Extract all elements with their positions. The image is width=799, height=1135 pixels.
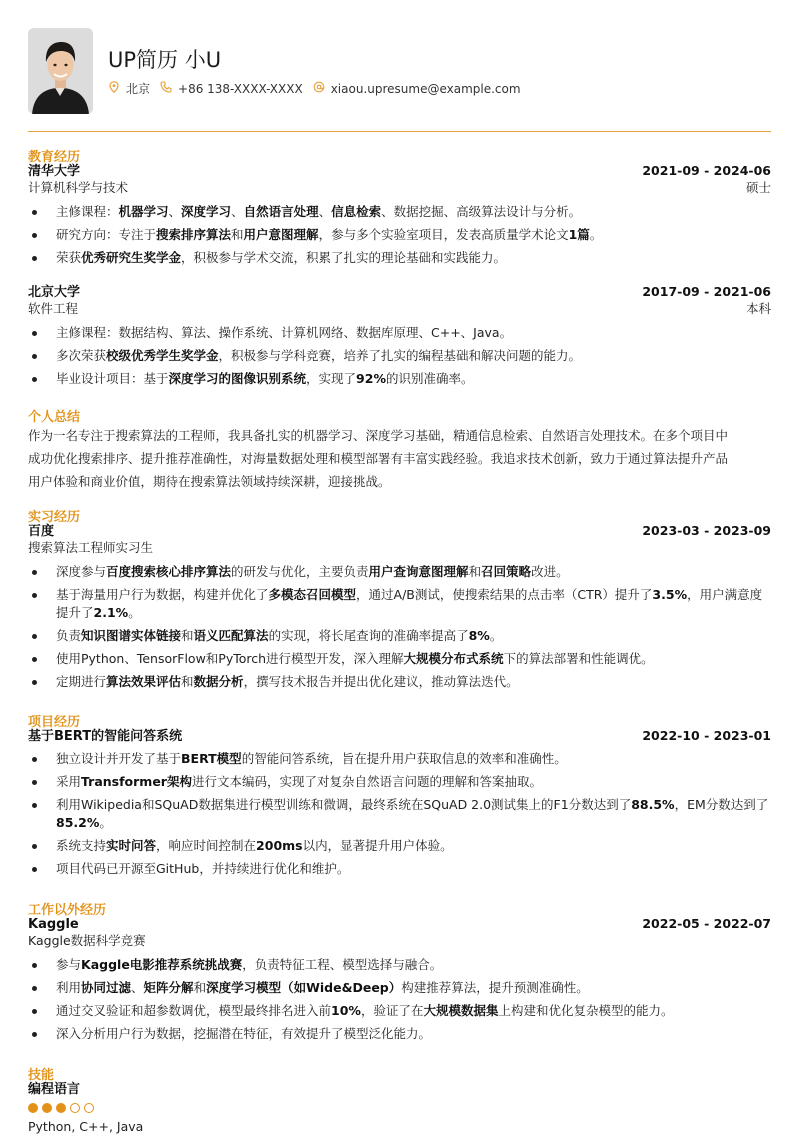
summary-line: 成功优化搜索排序、提升推荐准确性，对海量数据处理和模型部署有丰富实践经验。我追求技术创新，致力于通过算法提升产品 (28, 451, 729, 466)
skill-level-dots (28, 1103, 771, 1113)
extra-entry (28, 915, 771, 1048)
bullet-item: 主修课程：机器学习、深度学习、自然语言处理、信息检索、数据挖掘、高级算法设计与分析。 (28, 203, 771, 221)
resume-page (28, 0, 771, 1134)
degree: 硕士 (745, 180, 771, 195)
section-title-skills: 技能 (28, 1068, 55, 1083)
bullet-item: 研究方向：专注于搜索排序算法和用户意图理解，参与多个实验室项目，发表高质量学术论文1篇。 (28, 226, 771, 244)
phone-icon (160, 81, 172, 96)
skill-category: 编程语言 (28, 1082, 81, 1097)
contact-phone[interactable] (160, 81, 303, 96)
skill-dot (28, 1103, 38, 1113)
major: 软件工程 (28, 301, 79, 316)
city-text: 北京 (126, 82, 151, 96)
education-1-list (28, 203, 771, 267)
skill-list: Python, C++, Java (28, 1119, 144, 1134)
project-name: 基于BERT的智能问答系统 (28, 729, 183, 744)
section-title-internship: 实习经历 (28, 510, 81, 525)
bullet-item: 主修课程：数据结构、算法、操作系统、计算机网络、数据库原理、C++、Java。 (28, 324, 771, 342)
bullet-item: 采用Transformer架构进行文本编码，实现了对复杂自然语言问题的理解和答案抽取。 (28, 773, 771, 791)
bullet-item: 系统支持实时问答，响应时间控制在200ms以内，显著提升用户体验。 (28, 837, 771, 855)
education-entry-1 (28, 162, 771, 272)
bullet-item: 多次荣获校级优秀学生奖学金，积极参与学科竞赛，培养了扎实的编程基础和解决问题的能力。 (28, 347, 771, 365)
phone-text[interactable]: +86 138-XXXX-XXXX (178, 81, 303, 96)
bullet-item: 使用Python、TensorFlow和PyTorch进行模型开发，深入理解大规模分布式系统下的算法部署和性能调优。 (28, 650, 771, 668)
bullet-item: 参与Kaggle电影推荐系统挑战赛，负责特征工程、模型选择与融合。 (28, 956, 771, 974)
summary-text (28, 424, 771, 493)
school-name: 清华大学 (28, 164, 81, 179)
internship-list (28, 563, 771, 691)
company-name: 百度 (28, 524, 55, 539)
skill-dot (70, 1103, 80, 1113)
avatar (28, 28, 93, 114)
bullet-item: 利用协同过滤、矩阵分解和深度学习模型（如Wide&Deep）构建推荐算法，提升预测准确性。 (28, 979, 771, 997)
date-range: 2022-05 - 2022-07 (642, 916, 771, 931)
summary-line: 作为一名专注于搜索算法的工程师，我具备扎实的机器学习、深度学习基础，精通信息检索、自然语言处理技术。在多个项目中 (28, 428, 729, 443)
section-title-extra: 工作以外经历 (28, 903, 107, 918)
internship-entry (28, 522, 771, 696)
bullet-item: 荣获优秀研究生奖学金，积极参与学术交流，积累了扎实的理论基础和实践能力。 (28, 249, 771, 267)
bullet-item: 负责知识图谱实体链接和语义匹配算法的实现，将长尾查询的准确率提高了8%。 (28, 627, 771, 645)
section-title-project: 项目经历 (28, 715, 81, 730)
bullet-item: 基于海量用户行为数据，构建并优化了多模态召回模型，通过A/B测试，使搜索结果的点击率（CTR）提升了3.5%，用户满意度提升了2.1%。 (28, 586, 771, 622)
bullet-item: 通过交叉验证和超参数调优，模型最终排名进入前10%，验证了在大规模数据集上构建和优化复杂模型的能力。 (28, 1002, 771, 1020)
email-text[interactable]: xiaou.upresume@example.com (330, 81, 521, 96)
job-role: 搜索算法工程师实习生 (28, 540, 154, 555)
date-range: 2021-09 - 2024-06 (642, 163, 771, 178)
project-list (28, 750, 771, 878)
bullet-item: 项目代码已开源至GitHub，并持续进行优化和维护。 (28, 860, 771, 878)
bullet-item: 定期进行算法效果评估和数据分析，撰写技术报告并提出优化建议，推动算法迭代。 (28, 673, 771, 691)
section-title-education: 教育经历 (28, 150, 81, 165)
degree: 本科 (745, 301, 771, 316)
bullet-item: 深入分析用户行为数据，挖掘潜在特征，有效提升了模型泛化能力。 (28, 1025, 771, 1043)
section-title-summary: 个人总结 (28, 410, 81, 425)
bullet-item: 深度参与百度搜索核心排序算法的研发与优化，主要负责用户查询意图理解和召回策略改进。 (28, 563, 771, 581)
education-2-list (28, 324, 771, 388)
extra-list (28, 956, 771, 1043)
education-entry-2 (28, 283, 771, 393)
bullet-item: 独立设计并开发了基于BERT模型的智能问答系统，旨在提升用户获取信息的效率和准确性。 (28, 750, 771, 768)
date-range: 2022-10 - 2023-01 (642, 728, 771, 743)
bullet-item: 毕业设计项目：基于深度学习的图像识别系统，实现了92%的识别准确率。 (28, 370, 771, 388)
resume-header (28, 0, 771, 132)
contact-city (108, 80, 150, 97)
extra-role: Kaggle数据科学竞赛 (28, 933, 146, 948)
school-name: 北京大学 (28, 285, 81, 300)
candidate-name: UP简历 小U (108, 48, 222, 72)
summary-line: 用户体验和商业价值，期待在搜索算法领域持续深耕，迎接挑战。 (28, 474, 391, 489)
skill-dot (56, 1103, 66, 1113)
skill-dot (42, 1103, 52, 1113)
org-name: Kaggle (28, 917, 79, 932)
contact-bar (108, 80, 531, 97)
email-icon (313, 81, 325, 96)
skills-entry (28, 1080, 771, 1135)
project-entry (28, 727, 771, 883)
location-icon (108, 81, 120, 96)
date-range: 2017-09 - 2021-06 (642, 284, 771, 299)
date-range: 2023-03 - 2023-09 (642, 523, 771, 538)
bullet-item: 利用Wikipedia和SQuAD数据集进行模型训练和微调，最终系统在SQuAD 2.0测试集上的F1分数达到了88.5%，EM分数达到了85.2%。 (28, 796, 771, 832)
major: 计算机科学与技术 (28, 180, 129, 195)
skill-dot (84, 1103, 94, 1113)
contact-email[interactable] (313, 81, 521, 96)
